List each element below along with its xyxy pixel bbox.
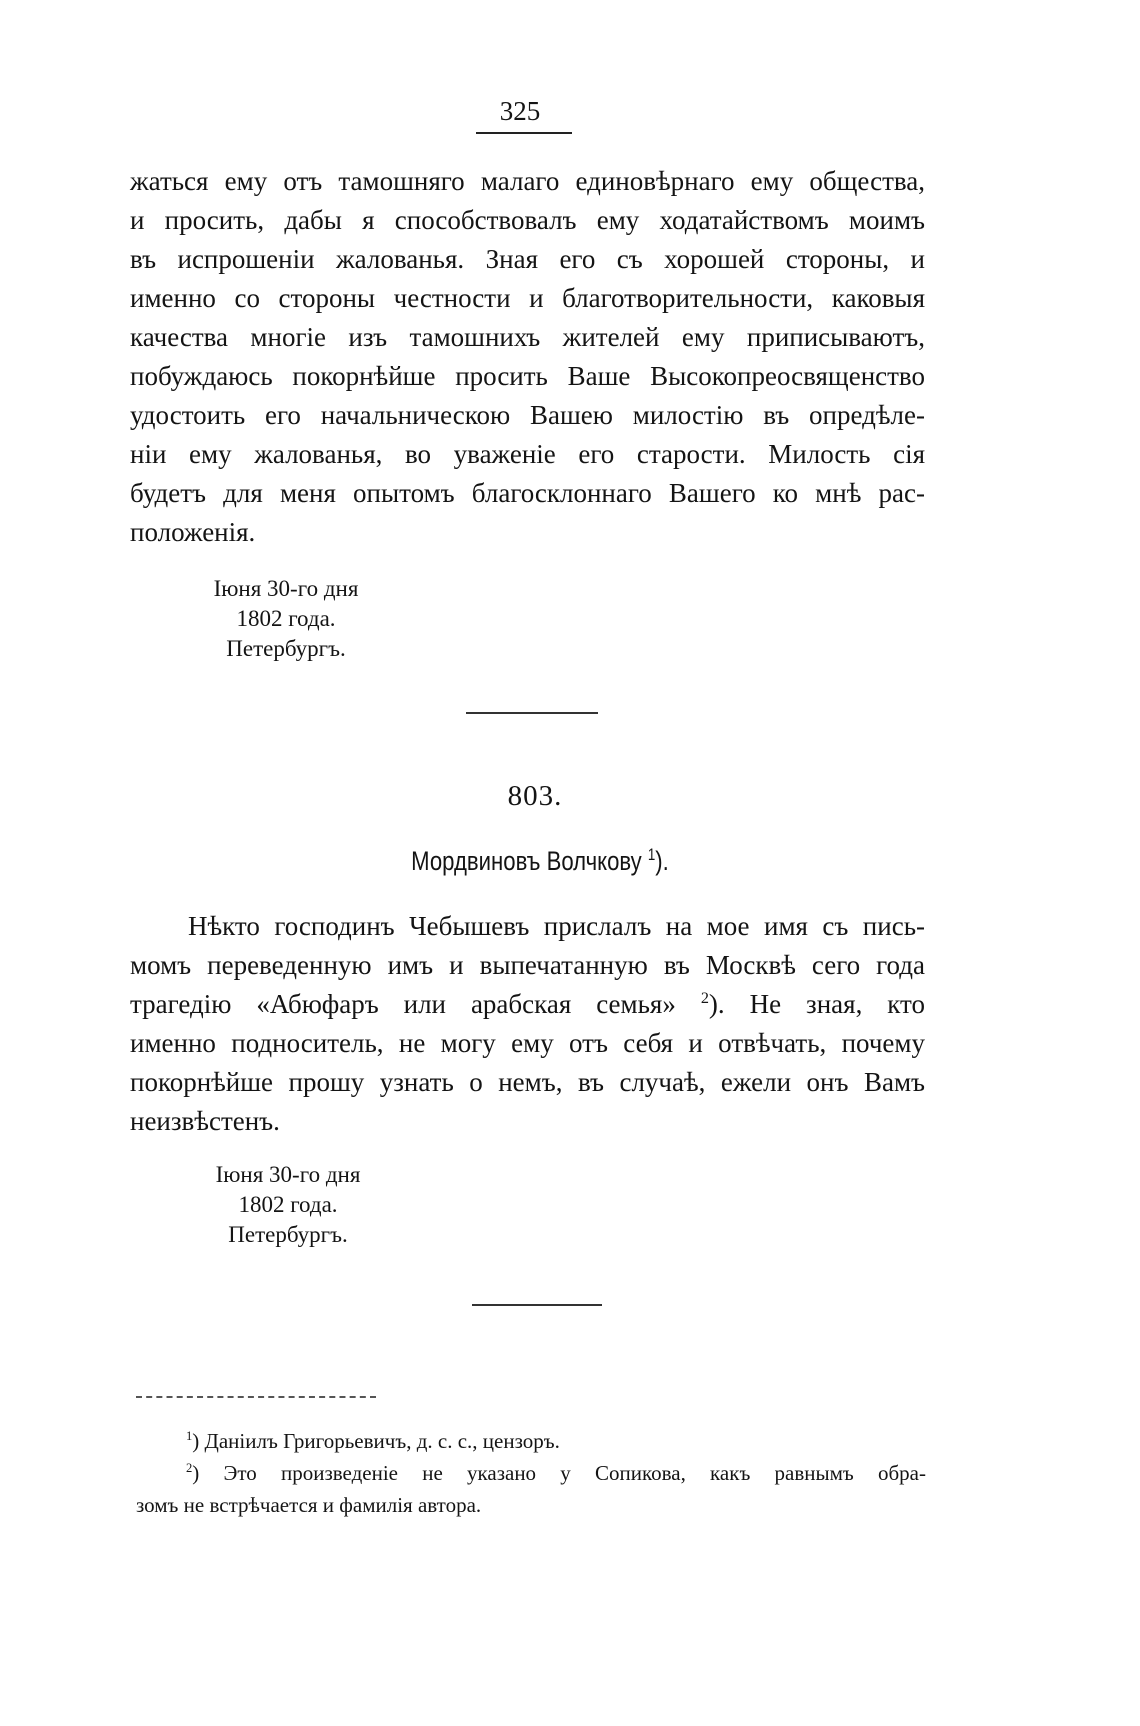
page-number-rule	[476, 132, 572, 134]
text-line: покорнѣйше прошу узнать о немъ, въ случаѣ, ежели онъ Вамъ	[130, 1067, 925, 1097]
text-line: удостоить его начальническою Вашею милостію въ опредѣле-	[130, 400, 925, 430]
text-line	[130, 985, 925, 1024]
letter-dateline	[178, 1160, 398, 1250]
date-place: Петербургъ.	[228, 1222, 348, 1247]
letter-continuation-text	[130, 162, 925, 552]
footnote-rule	[136, 1396, 376, 1398]
text-line: ніи ему жалованья, во уваженіе его старости. Милость сія	[130, 439, 925, 469]
section-separator	[466, 712, 598, 714]
footnote-1	[136, 1425, 926, 1457]
footnote-2	[136, 1457, 926, 1489]
text-segment: трагедію «Абюфаръ или арабская семья»	[130, 989, 676, 1019]
text-line: въ испрошеніи жалованья. Зная его съ хорошей стороны, и	[130, 244, 925, 274]
footnote-text: ) Даніилъ Григорьевичъ, д. с. с., цензоръ.	[192, 1429, 560, 1453]
text-line: Нѣкто господинъ Чебышевъ прислалъ на мое имя съ пись-	[188, 911, 925, 941]
letter-dateline	[176, 574, 396, 664]
footnote-mark: 2	[186, 1461, 193, 1475]
footnote-mark: 1	[186, 1429, 193, 1443]
date-place: Петербургъ.	[226, 636, 346, 661]
text-line: неизвѣстенъ.	[130, 1106, 280, 1136]
date-year: 1802 года.	[236, 606, 336, 631]
text-line: качества многіе изъ тамошнихъ жителей ему приписываютъ,	[130, 322, 925, 352]
date-day: Іюня 30-го дня	[213, 576, 359, 601]
date-year: 1802 года.	[238, 1192, 338, 1217]
text-line: жаться ему отъ тамошняго малаго единовѣрнаго ему общества,	[130, 166, 925, 196]
footnote-2-continuation: зомъ не встрѣчается и фамилія автора.	[136, 1493, 482, 1517]
text-segment: ). Не зная, кто	[708, 989, 925, 1019]
page-number: 325	[499, 96, 541, 126]
document-number: 803.	[507, 780, 563, 812]
footnotes	[136, 1425, 926, 1521]
letter-heading	[343, 846, 737, 877]
date-day: Іюня 30-го дня	[215, 1162, 361, 1187]
text-line: момъ переведенную имъ и выпечатанную въ Москвѣ сего года	[130, 950, 925, 980]
text-line: и просить, дабы я способствовалъ ему ходатайствомъ моимъ	[130, 205, 925, 235]
footnote-text: ) Это произведеніе не указано у Сопикова, какъ равнымъ обра-	[192, 1461, 926, 1485]
text-line: именно подноситель, не могу ему отъ себя и отвѣчать, почему	[130, 1028, 925, 1058]
footnote-ref: 1	[647, 846, 656, 864]
footnote-ref: 2	[700, 989, 709, 1007]
text-line: побуждаюсь покорнѣйше просить Ваше Высокопреосвященство	[130, 361, 925, 391]
text-line: будетъ для меня опытомъ благосклоннаго Вашего ко мнѣ рас-	[130, 478, 925, 508]
heading-close: ).	[655, 846, 669, 876]
section-separator	[472, 1304, 602, 1306]
letter-803-text	[130, 907, 925, 1141]
text-line: положенія.	[130, 517, 256, 547]
heading-text: Мордвиновъ Волчкову	[411, 846, 642, 876]
text-line: именно со стороны честности и благотворительности, каковыя	[130, 283, 925, 313]
